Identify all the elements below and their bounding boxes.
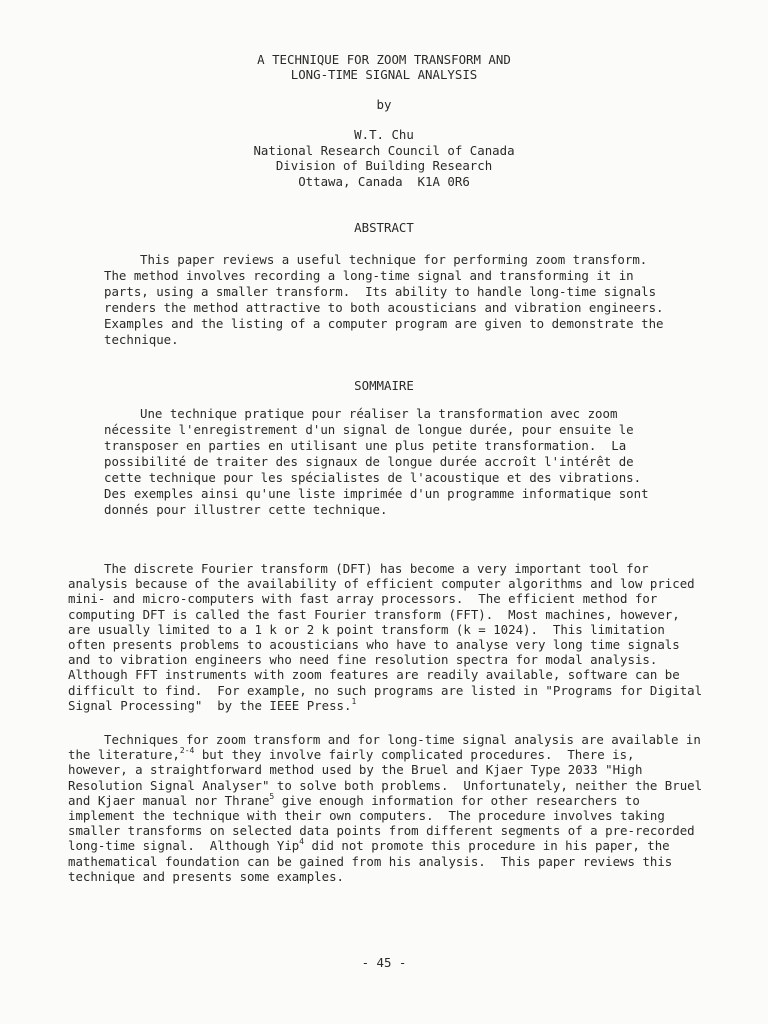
sommaire-line: nécessite l'enregistrement d'un signal de longue durée, pour ensuite le — [104, 422, 634, 437]
reference-superscript: 5 — [269, 791, 275, 801]
body-line: difficult to find. For example, no such programs are listed in "Programs for Digital — [68, 682, 703, 698]
sommaire-line: donnés pour illustrer cette technique. — [104, 502, 388, 517]
reference-superscript: 2-4 — [179, 746, 195, 756]
body-line — [68, 698, 713, 713]
body-line: Resolution Signal Analyser" to solve both problems. Unfortunately, neither the Bruel — [68, 777, 703, 793]
author-affiliation: National Research Council of Canada — [253, 142, 515, 158]
body-line — [68, 793, 713, 808]
author-division: Division of Building Research — [275, 158, 493, 173]
body-line-text: and Kjaer manual nor Thrane — [68, 792, 270, 808]
author-name: W.T. Chu — [354, 127, 414, 142]
body-line: computing DFT is called the fast Fourier transform (FFT). Most machines, however, — [68, 606, 680, 622]
body-line: smaller transforms on selected data points from different segments of a pre-recorded — [68, 823, 695, 839]
body-line-text: long-time signal. Although Yip — [68, 838, 300, 854]
body-line: and to vibration engineers who need fine resolution spectra for modal analysis. — [68, 652, 658, 668]
abstract-line: technique. — [104, 332, 179, 347]
body-line: The discrete Fourier transform (DFT) has become a very important tool for — [104, 561, 649, 576]
sommaire-line: Des exemples ainsi qu'une liste imprimée d'un programme informatique sont — [104, 486, 649, 501]
body-line: Techniques for zoom transform and for long-time signal analysis are available in — [104, 732, 701, 747]
sommaire-line: possibilité de traiter des signaux de longue durée accroît l'intérêt de — [104, 454, 634, 469]
page-number: - 45 - — [361, 955, 407, 970]
abstract-body — [104, 252, 674, 348]
abstract-line: The method involves recording a long-time signal and transforming it in — [104, 268, 634, 283]
body-line: often presents problems to acousticians who have to analyse very long time signals — [68, 637, 680, 653]
paper-title — [0, 52, 768, 82]
author-address: Ottawa, Canada K1A 0R6 — [298, 173, 470, 189]
abstract-heading: ABSTRACT — [354, 220, 414, 235]
body-line: implement the technique with their own computers. The procedure involves taking — [68, 808, 665, 824]
body-line: mathematical foundation can be gained from his analysis. This paper reviews this — [68, 853, 673, 869]
body-line — [68, 747, 713, 762]
sommaire-line: transposer en parties en utilisant une plus petite transformation. La — [104, 438, 627, 453]
body-line-text: Signal Processing" by the IEEE Press. — [68, 697, 352, 713]
body-line: Although FFT instruments with zoom features are readily available, software can be — [68, 667, 680, 683]
body-line: mini- and micro-computers with fast array processors. The efficient method for — [68, 591, 658, 607]
byline: by — [376, 97, 392, 112]
abstract-line: Examples and the listing of a computer program are given to demonstrate the — [104, 316, 664, 331]
author-block — [0, 127, 768, 189]
sommaire-heading: SOMMAIRE — [354, 378, 414, 393]
sommaire-line: cette technique pour les spécialistes de l'acoustique et des vibrations. — [104, 470, 642, 485]
reference-superscript: 1 — [351, 696, 357, 706]
body-paragraph-1 — [68, 561, 713, 713]
abstract-line: renders the method attractive to both acousticians and vibration engineers. — [104, 300, 664, 315]
sommaire-line: Une technique pratique pour réaliser la transformation avec zoom — [140, 406, 618, 421]
body-line-text: did not promote this procedure in his paper, the — [304, 838, 670, 854]
body-line — [68, 838, 713, 853]
body-line-text: the literature, — [68, 747, 180, 763]
abstract-line: parts, using a smaller transform. Its ability to handle long-time signals — [104, 284, 657, 299]
body-line-text: give enough information for other researchers to — [274, 792, 640, 808]
reference-superscript: 4 — [299, 837, 305, 847]
title-line-2: LONG-TIME SIGNAL ANALYSIS — [290, 67, 478, 82]
body-line: however, a straightforward method used by the Bruel and Kjaer Type 2033 "High — [68, 762, 643, 778]
body-line: analysis because of the availability of efficient computer algorithms and low priced — [68, 576, 695, 592]
title-line-1: A TECHNIQUE FOR ZOOM TRANSFORM AND — [257, 52, 511, 67]
abstract-line: This paper reviews a useful technique for performing zoom transform. — [140, 252, 648, 267]
body-line-text: but they involve fairly complicated procedures. There is, — [194, 747, 635, 763]
body-paragraph-2 — [68, 732, 713, 884]
body-line: technique and presents some examples. — [68, 868, 345, 884]
sommaire-body — [104, 406, 674, 518]
body-line: are usually limited to a 1 k or 2 k point transform (k = 1024). This limitation — [68, 621, 665, 637]
